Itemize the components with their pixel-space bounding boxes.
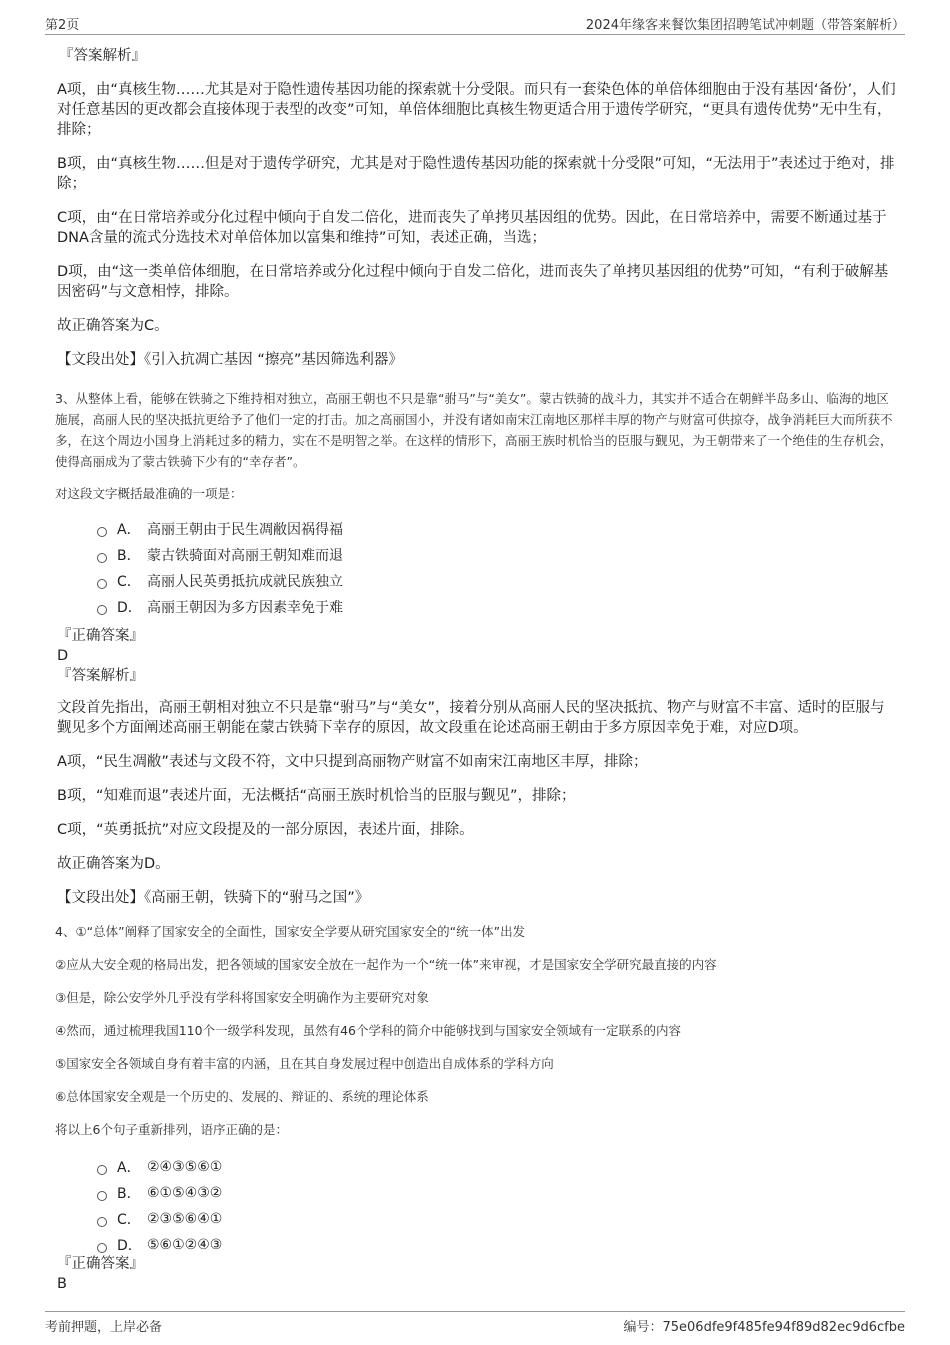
option-text: 高丽人民英勇抵抗成就民族独立 xyxy=(147,574,343,590)
document-id: 编号：75e06dfe9f485fe94f89d82ec9d6cfbe xyxy=(623,1320,905,1335)
option-label: B． xyxy=(117,1186,141,1202)
radio-icon[interactable] xyxy=(97,527,107,537)
q3-question: 对这段文字概括最准确的一项是： xyxy=(55,486,243,501)
q3-source: 【文段出处】《高丽王朝，铁骑下的“驸马之国”》 xyxy=(57,890,370,906)
q3-analysis-c: C项，“英勇抵抗”对应文段提及的一部分原因，表述片面，排除。 xyxy=(57,822,474,838)
radio-icon[interactable] xyxy=(97,553,107,563)
q3-options xyxy=(97,516,897,620)
q4-question: 将以上6个句子重新排列，语序正确的是： xyxy=(55,1122,288,1137)
q4-sentence-3: ③但是，除公安学外几乎没有学科将国家安全明确作为主要研究对象 xyxy=(55,990,429,1005)
footer-slogan: 考前押题，上岸必备 xyxy=(45,1320,163,1335)
q4-answer-label: 『正确答案』 xyxy=(57,1256,144,1272)
q4-options xyxy=(97,1154,897,1258)
radio-icon[interactable] xyxy=(97,1217,107,1227)
q3-analysis-b: B项，“知难而退”表述片面，无法概括“高丽王族时机恰当的臣服与觐见”，排除； xyxy=(57,788,576,804)
q4-sentence-6: ⑥总体国家安全观是一个历史的、发展的、辩证的、系统的理论体系 xyxy=(55,1089,429,1104)
page-header xyxy=(45,12,905,35)
option-label: A． xyxy=(117,522,141,538)
q3-analysis-main: 文段首先指出，高丽王朝相对独立不只是靠“驸马”与“美女”，接着分别从高丽人民的坚决抵抗、物产与财富不丰富、适时的臣服与觐见多个方面阐述高丽王朝能在蒙古铁骑下幸存的原因，故文段重在论述高丽王朝由于多方原因幸免于难，对应D项。 xyxy=(57,700,885,736)
q3-answer: D xyxy=(57,648,69,664)
option-text: ⑤⑥①②④③ xyxy=(147,1237,223,1253)
q3-option-c[interactable] xyxy=(97,568,897,594)
q4-sentence-5: ⑤国家安全各领域自身有着丰富的内涵，且在其自身发展过程中创造出自成体系的学科方向 xyxy=(55,1056,554,1071)
page-footer xyxy=(45,1311,905,1334)
option-label: A． xyxy=(117,1160,141,1176)
option-text: ②③⑤⑥④① xyxy=(147,1211,223,1227)
q4-option-c[interactable] xyxy=(97,1206,897,1232)
q3-option-d[interactable] xyxy=(97,594,897,620)
option-text: ②④③⑤⑥① xyxy=(147,1159,223,1175)
option-label: C． xyxy=(117,574,141,590)
radio-icon[interactable] xyxy=(97,605,107,615)
q4-sentence-2: ②应从大安全观的格局出发，把各领域的国家安全放在一起作为一个“统一体”来审视，才是国家安全学研究最直接的内容 xyxy=(55,957,717,972)
document-title: 2024年缘客来餐饮集团招聘笔试冲刺题（带答案解析） xyxy=(585,18,905,33)
option-label: D． xyxy=(117,1238,142,1254)
q4-option-a[interactable] xyxy=(97,1154,897,1180)
option-label: B． xyxy=(117,548,141,564)
q2-analysis-a: A项，由“真核生物……尤其是对于隐性遗传基因功能的探索就十分受限。而只有一套染色体的单倍体细胞由于没有基因‘备份’，人们对任意基因的更改都会直接体现于表型的改变”可知，单倍体细胞比真核生物更适合用于遗传学研究，“更具有遗传优势”无中生有，排除； xyxy=(57,82,896,138)
option-text: ⑥①⑤④③② xyxy=(147,1185,223,1201)
q4-sentence-4: ④然而，通过梳理我国110个一级学科发现，虽然有46个学科的简介中能够找到与国家安全领域有一定联系的内容 xyxy=(55,1023,681,1038)
q3-option-b[interactable] xyxy=(97,542,897,568)
q3-analysis-label: 『答案解析』 xyxy=(57,668,144,684)
radio-icon[interactable] xyxy=(97,1243,107,1253)
q3-conclusion: 故正确答案为D。 xyxy=(57,856,170,872)
page-number: 第2页 xyxy=(45,18,80,33)
q4-option-b[interactable] xyxy=(97,1180,897,1206)
q3-passage: 3、从整体上看，能够在铁骑之下维持相对独立，高丽王朝也不只是靠“驸马”与“美女”。蒙古铁骑的战斗力，其实并不适合在朝鲜半岛多山、临海的地区施展，高丽人民的坚决抵抗更给予了他们一定的打击。加之高丽国小，并没有诸如南宋江南地区那样丰厚的物产与财富可供掠夺，战争消耗巨大而所获不多，在这个周边小国身上消耗过多的精力，实在不是明智之举。在这样的情形下，高丽王族时机恰当的臣服与觐见，为王朝带来了一个绝佳的生存机会，使得高丽成为了蒙古铁骑下少有的“幸存者”。 xyxy=(55,391,893,469)
q2-analysis-c: C项，由“在日常培养或分化过程中倾向于自发二倍化，进而丧失了单拷贝基因组的优势。因此，在日常培养中，需要不断通过基于DNA含量的流式分选技术对单倍体加以富集和维持”可知，表述正确，当选； xyxy=(57,210,887,246)
q2-source: 【文段出处】《引入抗凋亡基因 “擦亮”基因筛选利器》 xyxy=(57,352,403,368)
option-text: 高丽王朝由于民生凋敝因祸得福 xyxy=(147,522,343,538)
radio-icon[interactable] xyxy=(97,1165,107,1175)
q2-conclusion: 故正确答案为C。 xyxy=(57,318,169,334)
q4-answer: B xyxy=(57,1276,67,1292)
q4-sentence-1: 4、①“总体”阐释了国家安全的全面性，国家安全学要从研究国家安全的“统一体”出发 xyxy=(55,924,526,939)
q3-answer-label: 『正确答案』 xyxy=(57,628,144,644)
q2-analysis-b: B项，由“真核生物……但是对于遗传学研究，尤其是对于隐性遗传基因功能的探索就十分受限”可知，“无法用于”表述过于绝对，排除； xyxy=(57,156,895,192)
page-content xyxy=(57,46,897,1294)
option-label: D． xyxy=(117,600,142,616)
radio-icon[interactable] xyxy=(97,579,107,589)
q2-analysis-label: 『答案解析』 xyxy=(59,48,146,64)
option-text: 蒙古铁骑面对高丽王朝知难而退 xyxy=(147,548,343,564)
radio-icon[interactable] xyxy=(97,1191,107,1201)
q3-analysis-a: A项，“民生凋敝”表述与文段不符，文中只提到高丽物产财富不如南宋江南地区丰厚，排除； xyxy=(57,754,648,770)
q3-option-a[interactable] xyxy=(97,516,897,542)
q2-analysis-d: D项，由“这一类单倍体细胞，在日常培养或分化过程中倾向于自发二倍化，进而丧失了单拷贝基因组的优势”可知，“有利于破解基因密码”与文意相悖，排除。 xyxy=(57,264,889,300)
option-label: C． xyxy=(117,1212,141,1228)
option-text: 高丽王朝因为多方因素幸免于难 xyxy=(147,600,343,616)
